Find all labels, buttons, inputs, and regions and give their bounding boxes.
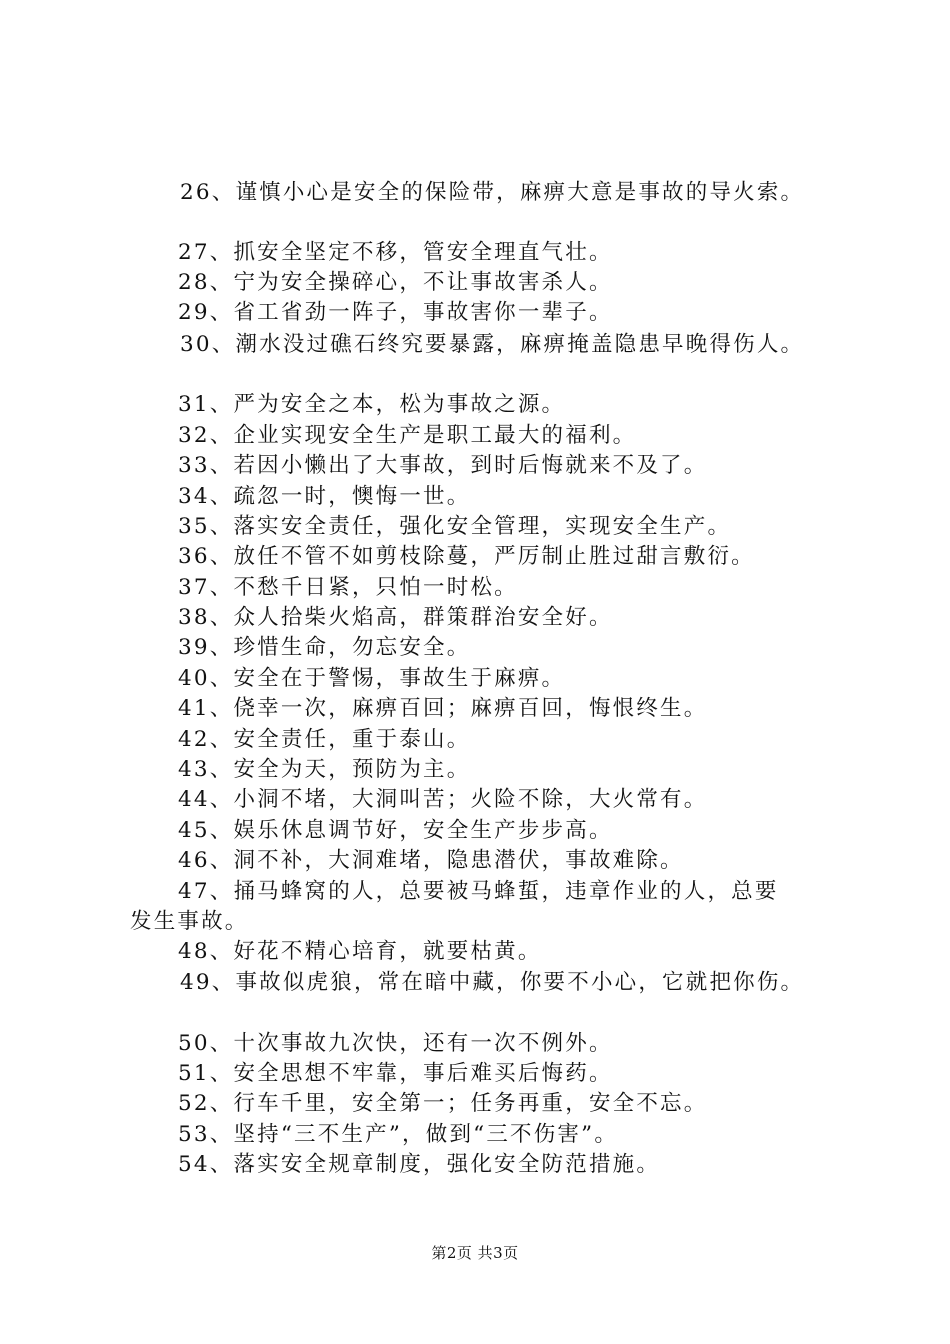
slogan-line-31: 31、严为安全之本，松为事故之源。 — [178, 392, 566, 417]
slogan-line-45: 45、娱乐休息调节好，安全生产步步高。 — [178, 818, 613, 843]
slogan-line-44: 44、小洞不堵，大洞叫苦；火险不除，大火常有。 — [178, 787, 708, 812]
slogan-line-47: 47、捅马蜂窝的人，总要被马蜂蜇，违章作业的人，总要 — [178, 879, 779, 904]
slogan-line-50: 50、十次事故九次快，还有一次不例外。 — [178, 1031, 613, 1056]
slogan-line-42: 42、安全责任，重于泰山。 — [178, 727, 471, 752]
slogan-line-47-continued: 发生事故。 — [130, 909, 249, 934]
slogan-line-33: 33、若因小懒出了大事故，到时后悔就来不及了。 — [178, 453, 708, 478]
slogan-line-32: 32、企业实现安全生产是职工最大的福利。 — [178, 423, 637, 448]
page-footer: 第2页 共3页 — [431, 1244, 519, 1262]
slogan-line-36: 36、放任不管不如剪枝除蔓，严厉制止胜过甜言敷衍。 — [178, 544, 755, 569]
slogan-line-29: 29、省工省劲一阵子，事故害你一辈子。 — [178, 300, 613, 325]
slogan-line-53: 53、坚持“三不生产”，做到“三不伤害”。 — [178, 1122, 619, 1147]
slogan-line-43: 43、安全为天，预防为主。 — [178, 757, 471, 782]
slogan-line-37: 37、不愁千日紧，只怕一时松。 — [178, 575, 518, 600]
slogan-line-30: 30、潮水没过礁石终究要暴露，麻痹掩盖隐患早晚得伤人。 — [180, 332, 805, 357]
slogan-line-41: 41、侥幸一次，麻痹百回；麻痹百回，悔恨终生。 — [178, 696, 708, 721]
slogan-line-35: 35、落实安全责任，强化安全管理，实现安全生产。 — [178, 514, 732, 539]
slogan-line-54: 54、落实安全规章制度，强化安全防范措施。 — [178, 1152, 661, 1177]
slogan-line-48: 48、好花不精心培育，就要枯黄。 — [178, 939, 542, 964]
slogan-line-52: 52、行车千里，安全第一；任务再重，安全不忘。 — [178, 1091, 708, 1116]
slogan-line-40: 40、安全在于警惕，事故生于麻痹。 — [178, 666, 566, 691]
slogan-line-39: 39、珍惜生命，勿忘安全。 — [178, 635, 471, 660]
slogan-line-26: 26、谨慎小心是安全的保险带，麻痹大意是事故的导火索。 — [180, 180, 805, 205]
slogan-line-51: 51、安全思想不牢靠，事后难买后悔药。 — [178, 1061, 613, 1086]
slogan-line-34: 34、疏忽一时，懊悔一世。 — [178, 484, 471, 509]
slogan-line-38: 38、众人拾柴火焰高，群策群治安全好。 — [178, 605, 613, 630]
slogan-line-27: 27、抓安全坚定不移，管安全理直气壮。 — [178, 240, 613, 265]
slogan-line-28: 28、宁为安全操碎心，不让事故害杀人。 — [178, 270, 613, 295]
slogan-line-46: 46、洞不补，大洞难堵，隐患潜伏，事故难除。 — [178, 848, 684, 873]
slogan-line-49: 49、事故似虎狼，常在暗中藏，你要不小心，它就把你伤。 — [180, 970, 805, 995]
